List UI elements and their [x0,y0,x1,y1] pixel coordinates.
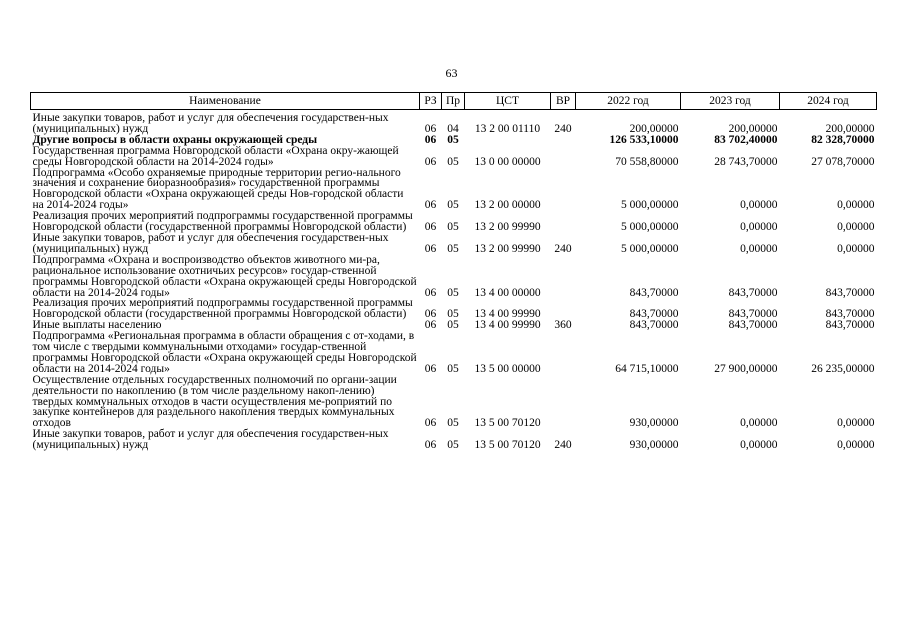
header-rz: РЗ [420,93,442,110]
row-vr: 240 [554,122,572,135]
row-2024: 0,00000 [837,242,875,255]
row-2023: 0,00000 [740,221,778,234]
row-2024: 0,00000 [837,221,875,234]
row-cst: 13 5 00 00000 [474,362,541,375]
row-2023: 27 900,00000 [714,362,778,375]
row-cst: 13 2 00 99990 [474,242,541,255]
row-rz: 06 [424,242,437,255]
row-2022: 930,00000 [629,417,679,430]
row-cst [465,135,551,146]
row-rz: 06 [424,199,437,212]
row-pr: 05 [447,221,459,234]
row-vr [551,375,576,430]
row-2022: 200,00000 [629,122,679,135]
row-name: Иные закупки товаров, работ и услуг для обеспечения государствен-ных (муниципальных) нужд [32,231,389,255]
row-2024: 843,70000 [825,286,875,299]
row-2022: 5 000,00000 [621,221,679,234]
table-row [31,211,877,233]
row-rz: 06 [424,122,437,135]
page-number: 63 [445,66,458,80]
row-name: Иные закупки товаров, работ и услуг для обеспечения государствен-ных (муниципальных) нужд [32,428,389,452]
row-2022: 5 000,00000 [621,199,679,212]
row-2024: 82 328,70000 [811,133,875,146]
row-cst: 13 5 00 70120 [474,417,541,430]
row-vr [551,211,576,233]
header-2023: 2023 год [681,93,780,110]
header-name: Наименование [31,93,420,110]
row-pr: 05 [447,286,459,299]
row-2022: 843,70000 [629,286,679,299]
row-vr: 240 [554,439,572,452]
row-rz: 06 [424,155,437,168]
row-pr: 05 [447,362,459,375]
row-rz: 06 [424,439,437,452]
row-cst: 13 5 00 70120 [474,439,541,452]
table-row [31,298,877,320]
table-row [31,331,877,375]
row-2024: 0,00000 [837,199,875,212]
row-2023: 843,70000 [728,319,778,332]
table-row [31,168,877,212]
row-2022: 930,00000 [629,439,679,452]
row-cst: 13 4 00 99990 [474,319,541,332]
row-rz: 06 [424,362,437,375]
row-2023: 0,00000 [740,242,778,255]
header-cst: ЦСТ [465,93,551,110]
row-vr: 240 [554,242,572,255]
row-2023: 200,00000 [728,122,778,135]
row-name: Реализация прочих мероприятий подпрограммы государственной программы Новгородской области (государственной программы Новгородской области) [32,210,413,234]
row-name: Другие вопросы в области охраны окружающей среды [32,133,318,146]
row-cst: 13 2 00 99990 [474,221,541,234]
header-pr: Пр [442,93,465,110]
row-pr: 05 [447,308,459,321]
row-cst: 13 2 00 01110 [474,122,541,135]
row-pr: 05 [447,319,459,332]
table-row [31,110,877,135]
row-pr: 05 [447,439,459,452]
row-2024: 200,00000 [825,122,875,135]
row-pr: 05 [447,242,459,255]
row-2024: 843,70000 [825,319,875,332]
row-rz: 06 [424,133,437,146]
row-vr [551,331,576,375]
row-2022: 843,70000 [629,308,679,321]
row-name: Иные закупки товаров, работ и услуг для обеспечения государствен-ных (муниципальных) нужд [32,112,389,135]
row-2023: 0,00000 [740,439,778,452]
row-2023: 83 702,40000 [714,133,778,146]
row-2023: 28 743,70000 [714,155,778,168]
row-cst: 13 0 00 00000 [474,155,541,168]
row-vr [551,255,576,299]
row-vr [551,298,576,320]
row-2022: 126 533,10000 [609,133,679,146]
row-rz: 06 [424,319,437,332]
row-2022: 64 715,10000 [615,362,679,375]
row-pr: 05 [447,133,459,146]
table-header-row [31,93,877,110]
row-name: Подпрограмма «Охрана и воспроизводство объектов животного ми-ра, рациональное использование охотничьих ресурсов» государ-ственной программы Новгородской области «Охрана окружающей среды Новгородской области на 2014-2024 годы» [32,253,417,299]
row-2022: 5 000,00000 [621,242,679,255]
row-pr: 04 [447,122,459,135]
row-2023: 843,70000 [728,308,778,321]
row-rz: 06 [424,417,437,430]
row-vr [551,168,576,212]
header-2022: 2022 год [576,93,681,110]
table-row [31,233,877,255]
row-cst: 13 4 00 00000 [474,286,541,299]
row-2022: 70 558,80000 [615,155,679,168]
row-rz: 06 [424,286,437,299]
row-rz: 06 [424,308,437,321]
header-2024: 2024 год [780,93,877,110]
row-name: Иные выплаты населению [32,319,162,332]
row-2023: 0,00000 [740,199,778,212]
row-2024: 843,70000 [825,308,875,321]
row-pr: 05 [447,199,459,212]
row-cst: 13 2 00 00000 [474,199,541,212]
row-pr: 05 [447,417,459,430]
table-row [31,375,877,430]
row-2024: 26 235,00000 [811,362,875,375]
table-row [31,255,877,299]
row-2024: 0,00000 [837,439,875,452]
header-vr: ВР [551,93,576,110]
row-vr [551,146,576,168]
row-2023: 0,00000 [740,417,778,430]
row-rz: 06 [424,221,437,234]
row-name: Реализация прочих мероприятий подпрограммы государственной программы Новгородской области (государственной программы Новгородской области) [32,297,413,321]
row-name: Подпрограмма «Особо охраняемые природные территории регио-нального значения и сохранение биоразнообразия» государственной программы Новгородской области «Охрана окружающей среды Нов-городской области на 2014-2024 годы» [32,166,404,212]
row-2022: 843,70000 [629,319,679,332]
row-vr [551,135,576,146]
row-2024: 0,00000 [837,417,875,430]
row-2023: 843,70000 [728,286,778,299]
row-vr: 360 [554,319,572,332]
row-pr: 05 [447,155,459,168]
budget-table [30,92,877,451]
table-row [31,429,877,451]
row-name: Осуществление отдельных государственных полномочий по органи-зации деятельности по накоплению (в том числе раздельному накоп-лению) твердых коммунальных отходов в части осуществления ме-роприятий по закупке контейнеров для раздельного накопления твердых коммунальных отходов [32,373,397,430]
row-name: Государственная программа Новгородской области «Охрана окру-жающей среды Новгородской области на 2014-2024 годы» [32,144,399,168]
table-row [31,146,877,168]
row-2024: 27 078,70000 [811,155,875,168]
row-cst: 13 4 00 99990 [474,308,541,321]
row-name: Подпрограмма «Региональная программа в области обращения с от-ходами, в том числе с твердыми коммунальными отходами» государ-ственной программы Новгородской области «Охрана окружающей среды Новгородской области на 2014-2024 годы» [32,330,417,375]
